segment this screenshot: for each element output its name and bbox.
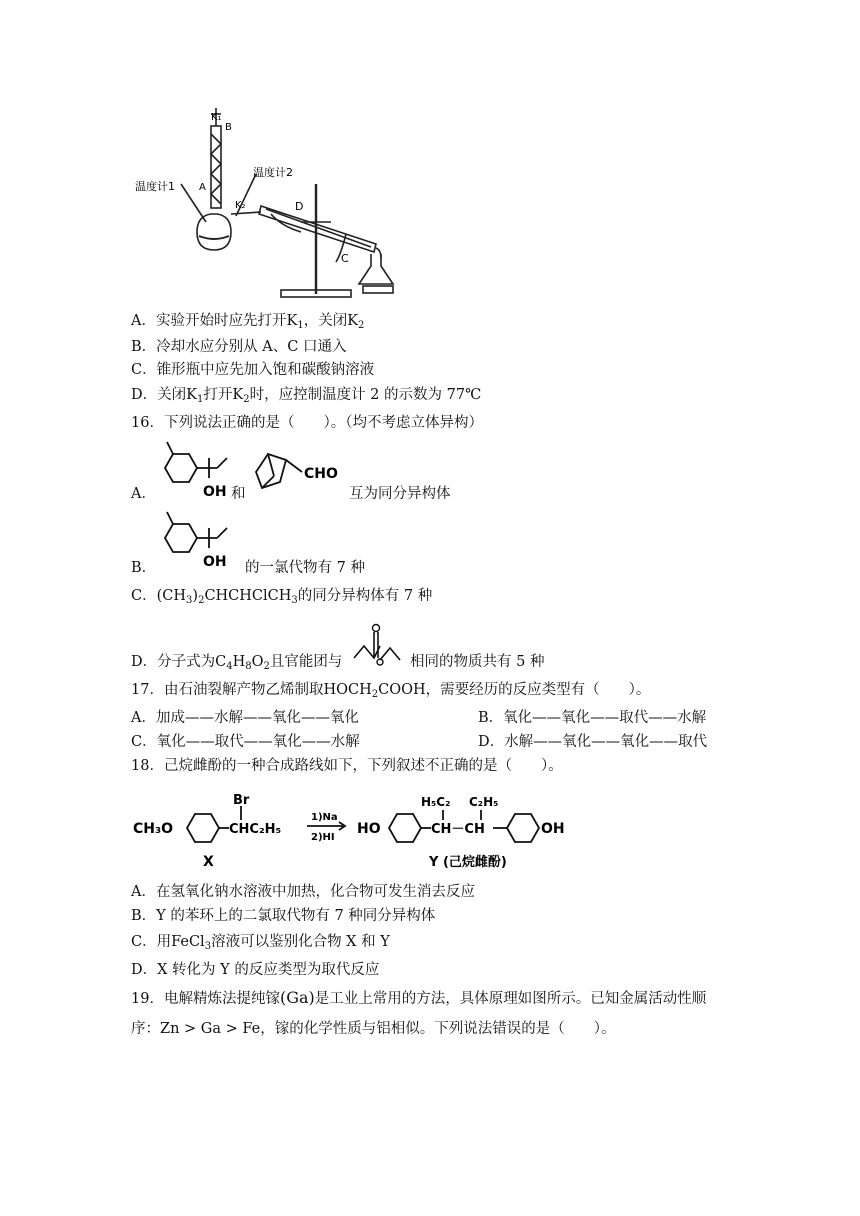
q15-option-b: B．冷却水应分别从 A、C 口通入 <box>131 339 347 355</box>
y-label: Y (己烷雌酚) <box>429 855 507 870</box>
q18-synthesis-scheme <box>131 786 601 876</box>
label-k1: K₁ <box>211 112 222 123</box>
q15-d-p2: 打开 <box>203 387 233 403</box>
cho-label: CHO <box>304 466 338 482</box>
formula-sub: 3 <box>186 595 193 606</box>
step-2: 2)HI <box>311 832 335 843</box>
q15-d-p3: 时，应控制温度计 2 的示数为 77℃ <box>249 387 482 403</box>
q18-c-post: 溶液可以鉴别化合物 X 和 Y <box>211 934 390 950</box>
q17-option-a: A．加成——水解——氧化——氧化 <box>131 710 359 726</box>
q16-b-structure <box>155 510 245 576</box>
formula-part: (CH <box>156 588 187 604</box>
formula-part: FeCl <box>171 934 205 950</box>
formula-part: H <box>232 654 246 670</box>
q16-a-and: 和 <box>231 486 246 502</box>
label-thermometer-1: 温度计1 <box>135 180 175 193</box>
q18-option-b: B．Y 的苯环上的二氯取代物有 7 种同分异构体 <box>131 908 436 924</box>
x-label: X <box>203 854 214 870</box>
label-d: D <box>295 200 304 213</box>
benzene-ring <box>165 524 197 552</box>
formula-sub: 3 <box>291 595 298 606</box>
q17-stem-post: ，需要经历的反应类型有（ ）。 <box>425 682 651 698</box>
q19-line-2 <box>131 1019 615 1039</box>
k2-sub: 2 <box>358 320 365 331</box>
q18-option-c <box>131 932 390 952</box>
k2-symbol: K <box>347 313 359 329</box>
q15-option-d <box>131 385 481 405</box>
formula-part: ) <box>192 588 199 604</box>
label-k2: K₂ <box>235 200 246 211</box>
y-benzene-ring-2 <box>507 814 539 842</box>
q17-stem-pre: 17．由石油裂解产物乙烯制取 <box>131 682 324 698</box>
q15-option-a <box>131 311 364 331</box>
k1-sub: 1 <box>297 320 304 331</box>
q16-b-suffix: 的一氯代物有 7 种 <box>245 560 365 576</box>
q16-b-prefix: B． <box>131 560 157 576</box>
oh-label: OH <box>203 554 227 570</box>
q16-option-d <box>131 652 342 672</box>
q16-d-prefix: D．分子式为 <box>131 654 216 670</box>
q18-stem: 18．己烷雌酚的一种合成路线如下，下列叙述不正确的是（ ）。 <box>131 758 563 774</box>
q19-line2-post: ，镓的化学性质与铝相似。下列说法错误的是（ ）。 <box>260 1021 616 1037</box>
q19-line2-pre: 序： <box>131 1021 160 1037</box>
formula-sub: 4 <box>226 661 233 672</box>
formula-sub: 8 <box>245 661 252 672</box>
q18-option-a: A．在氢氧化钠水溶液中加热，化合物可发生消去反应 <box>131 884 475 900</box>
label-c: C <box>341 252 349 265</box>
label-thermometer-2: 温度计2 <box>253 166 293 179</box>
q17-option-c: C．氧化——取代——氧化——水解 <box>131 734 360 750</box>
x-benzene-ring <box>187 814 219 842</box>
formula-sub: 2 <box>263 661 270 672</box>
y-oh: OH <box>541 821 565 837</box>
k1-symbol: K <box>186 387 197 403</box>
round-flask <box>197 214 231 250</box>
q16-d-suffix: 相同的物质共有 5 种 <box>410 654 545 670</box>
k1-symbol: K <box>286 313 298 329</box>
q16-a-structure-2 <box>248 448 348 500</box>
y-ethyl-2: C₂H₅ <box>469 795 499 809</box>
formula-part: C <box>215 654 227 670</box>
q16-stem: 16．下列说法正确的是（ ）。（均不考虑立体异构） <box>131 415 483 431</box>
q15-a-prefix: A．实验开始时应先打开 <box>131 313 287 329</box>
q16-d-mid: 且官能团与 <box>269 654 343 670</box>
q16-a-suffix: 互为同分异构体 <box>349 486 451 502</box>
formula-part: HOCH <box>323 682 372 698</box>
benzene-ring <box>165 454 197 482</box>
q16-option-a <box>131 484 156 504</box>
bicyclic-ring <box>256 454 286 488</box>
q18-option-d: D．X 转化为 Y 的反应类型为取代反应 <box>131 962 380 978</box>
step-1: 1)Na <box>311 812 338 823</box>
y-benzene-ring-1 <box>389 814 421 842</box>
label-a: A <box>199 182 206 193</box>
carbonyl-oxygen <box>373 625 380 632</box>
k2-symbol: K <box>232 387 244 403</box>
apparatus-svg <box>131 104 421 304</box>
q19-line1-post: 是工业上常用的方法，具体原理如图所示。已知金属活动性顺 <box>314 991 707 1007</box>
x-ch3o: CH₃O <box>133 821 174 837</box>
y-chain: CH－CH <box>431 822 485 837</box>
q16-c-prefix: C． <box>131 588 157 604</box>
q17-stem <box>131 680 650 700</box>
y-ho: HO <box>357 821 381 837</box>
q19-line-1 <box>131 988 706 1009</box>
formula-sub: 2 <box>198 595 205 606</box>
label-b: B <box>225 122 232 133</box>
formula-part: COOH <box>378 682 426 698</box>
y-ethyl-1: H₅C₂ <box>421 795 451 809</box>
formula-part: CHCHClCH <box>204 588 292 604</box>
q16-a-prefix: A． <box>131 486 156 502</box>
distillation-apparatus-figure <box>131 104 421 308</box>
ga-symbol: (Ga) <box>279 988 315 1007</box>
q18-c-pre: C．用 <box>131 934 172 950</box>
q16-c-suffix: 的同分异构体有 7 种 <box>297 588 433 604</box>
q17-option-b: B．氧化——氧化——取代——水解 <box>478 710 707 726</box>
activity-order: Zn > Ga > Fe <box>160 1021 261 1037</box>
formula-part: O <box>251 654 264 670</box>
x-chain: CHC₂H₅ <box>229 822 282 837</box>
q15-option-c: C．锥形瓶中应先加入饱和碳酸钠溶液 <box>131 362 375 378</box>
k1-sub: 1 <box>196 394 204 405</box>
q16-d-ester-structure <box>350 618 410 672</box>
q15-a-mid: ，关闭 <box>303 313 348 329</box>
formula-sub: 2 <box>371 689 379 700</box>
conical-flask <box>359 254 393 284</box>
q16-option-b <box>131 558 156 578</box>
oh-label: OH <box>203 484 227 500</box>
k2-sub: 2 <box>243 394 250 405</box>
formula-sub: 3 <box>204 941 212 952</box>
q19-line1-pre: 19．电解精炼法提纯镓 <box>131 991 280 1007</box>
x-br: Br <box>233 793 250 808</box>
q15-d-p1: D．关闭 <box>131 387 187 403</box>
q16-option-c <box>131 586 432 606</box>
q17-option-d: D．水解——氧化——氧化——取代 <box>478 734 708 750</box>
